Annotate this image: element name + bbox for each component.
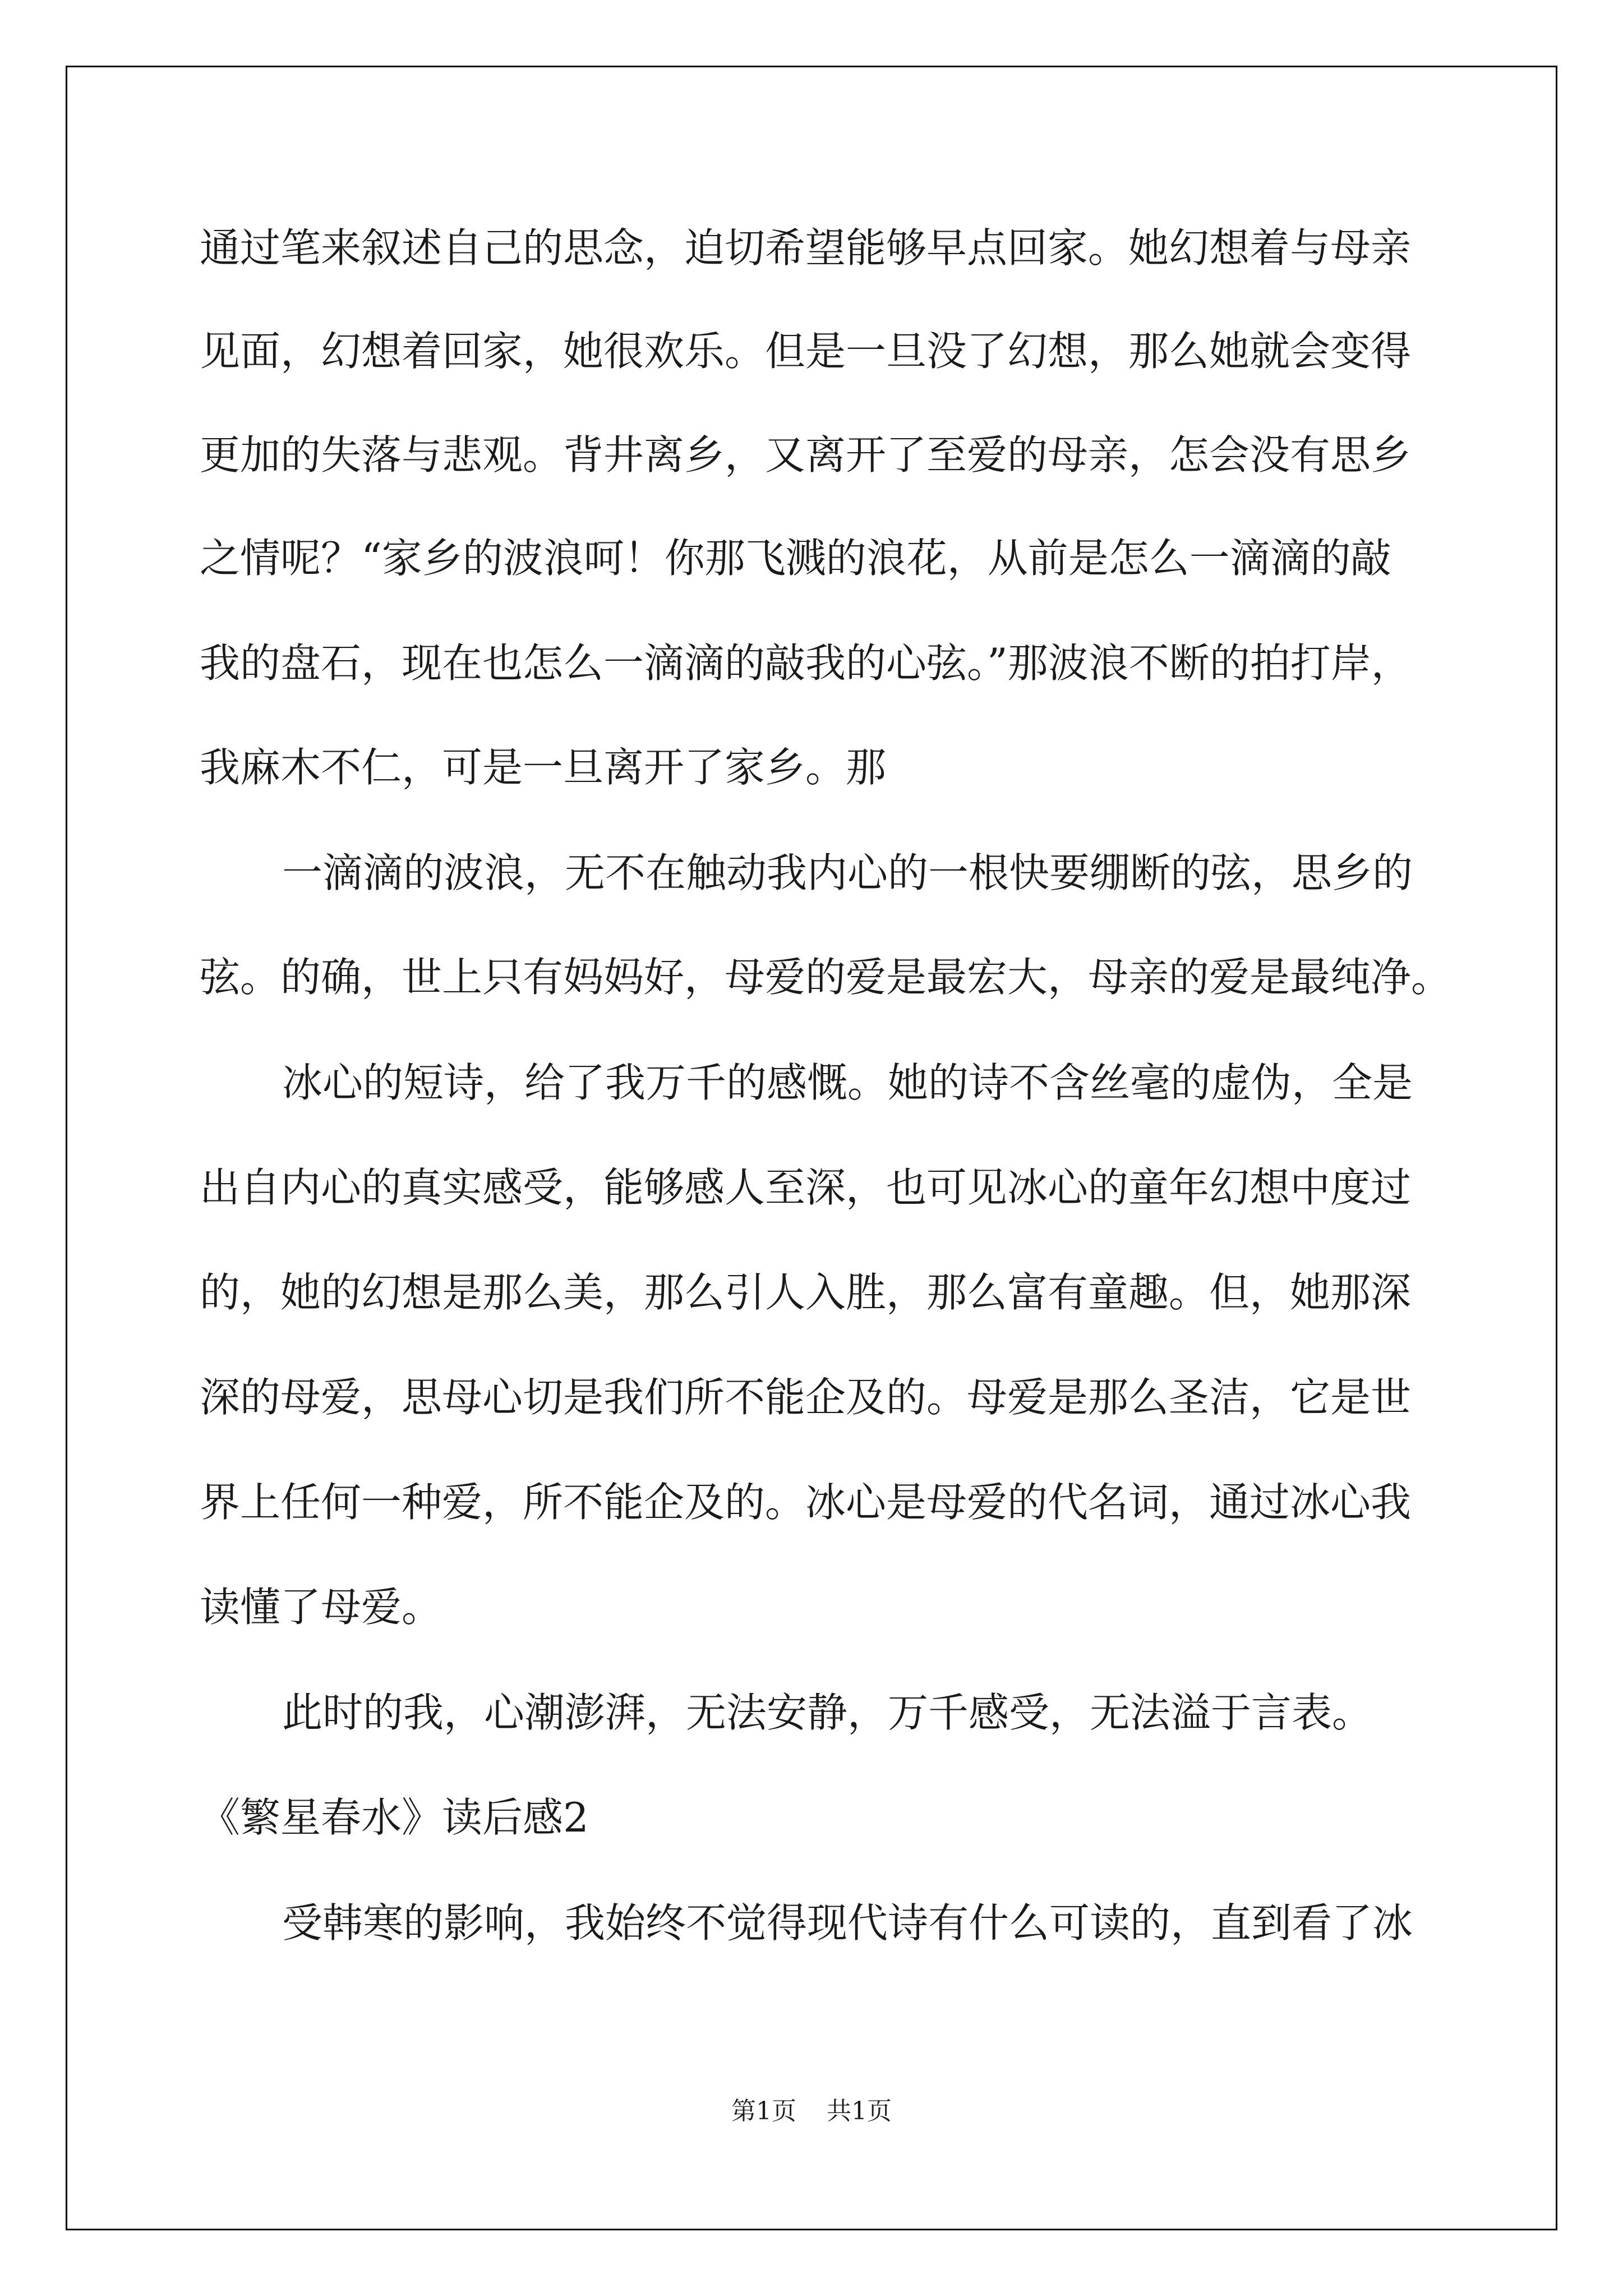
text-line-11: 的，她的幻想是那么美，那么引人入胜，那么富有童趣。但，她那深 [200,1269,1412,1316]
text-line-6: 我麻木不仁，可是一旦离开了家乡。那 [200,744,887,791]
text-line-10: 出自内心的真实感受，能够感人至深，也可见冰心的童年幻想中度过 [200,1164,1412,1211]
text-line-2: 见面，幻想着回家，她很欢乐。但是一旦没了幻想，那么她就会变得 [200,328,1412,375]
text-line-17: 受韩寒的影响，我始终不觉得现代诗有什么可读的，直到看了冰 [282,1899,1413,1947]
text-line-7: 一滴滴的波浪，无不在触动我内心的一根快要绷断的弦，思乡的 [282,849,1413,896]
text-line-9: 冰心的短诗，给了我万千的感慨。她的诗不含丝毫的虚伪，全是 [282,1059,1413,1106]
text-line-12: 深的母爱，思母心切是我们所不能企及的。母爱是那么圣洁，它是世 [200,1374,1412,1421]
text-line-14: 读懂了母爱。 [200,1584,442,1631]
section-heading: 《繁星春水》读后感2 [200,1794,589,1841]
text-line-3: 更加的失落与悲观。背井离乡，又离开了至爱的母亲，怎会没有思乡 [200,431,1412,478]
page-number: 第1页 [731,2097,796,2125]
text-line-8: 弦。的确，世上只有妈妈好，母爱的爱是最宏大，母亲的爱是最纯净。 [200,954,1452,1001]
text-line-15: 此时的我，心潮澎湃，无法安静，万千感受，无法溢于言表。 [282,1689,1373,1736]
page-footer [0,2095,1623,2128]
text-line-5: 我的盘石，现在也怎么一滴滴的敲我的心弦。”那波浪不断的拍打岸， [200,639,1412,687]
page-total: 共1页 [827,2097,892,2125]
text-line-4: 之情呢？“家乡的波浪呵！你那飞溅的浪花，从前是怎么一滴滴的敲 [200,535,1391,582]
text-line-13: 界上任何一种爱，所不能企及的。冰心是母爱的代名词，通过冰心我 [200,1479,1412,1526]
text-line-1: 通过笔来叙述自己的思念，迫切希望能够早点回家。她幻想着与母亲 [200,224,1412,272]
